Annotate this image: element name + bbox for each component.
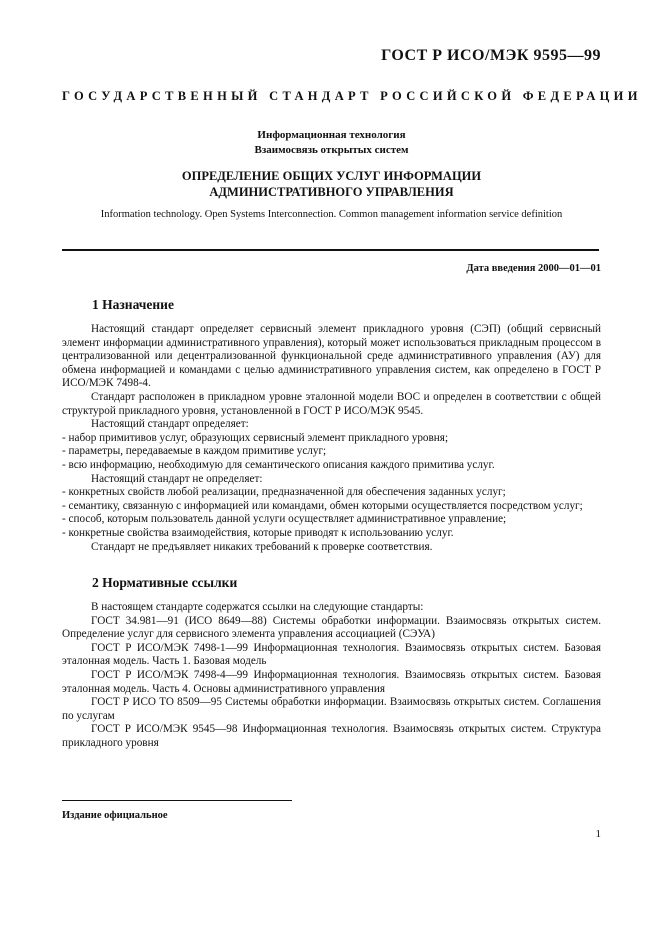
section-2-intro: В настоящем стандарте содержатся ссылки на следующие стандарты:	[91, 601, 424, 613]
document-title-line-2: АДМИНИСТРАТИВНОГО УПРАВЛЕНИЯ	[209, 185, 454, 199]
title-divider	[62, 249, 599, 251]
section-1-body	[62, 323, 601, 554]
section-1-paragraph: Настоящий стандарт определяет:	[91, 418, 249, 431]
document-code: ГОСТ Р ИСО/МЭК 9595—99	[381, 47, 601, 64]
section-1-paragraph: Настоящий стандарт не определяет:	[91, 472, 263, 485]
reference-item: ГОСТ Р ИСО/МЭК 9545—98 Информационная технология. Взаимосвязь открытых систем. Структура прикладного уровня	[62, 723, 601, 749]
subtitle-osi: Взаимосвязь открытых систем	[254, 144, 409, 156]
reference-item: ГОСТ Р ИСО/МЭК 7498-1—99 Информационная технология. Взаимосвязь открытых систем. Базовая эталонная модель. Часть 1. Базовая модель	[62, 641, 601, 668]
page-number: 1	[595, 828, 601, 840]
list-item: - параметры, передаваемые в каждом примитиве услуг;	[62, 445, 327, 458]
section-2-heading: 2 Нормативные ссылки	[92, 575, 238, 590]
state-standard-title: ГОСУДАРСТВЕННЫЙ СТАНДАРТ РОССИЙСКОЙ ФЕДЕРАЦИИ	[62, 89, 642, 103]
list-item: - набор примитивов услуг, образующих сервисный элемент прикладного уровня;	[62, 431, 449, 444]
list-item: - конкретные свойства взаимодействия, которые приводят к использованию услуг.	[62, 526, 454, 539]
list-item: - всю информацию, необходимую для семантического описания каждого примитива услуг.	[62, 458, 495, 471]
reference-item: ГОСТ Р ИСО ТО 8509—95 Системы обработки информации. Взаимосвязь открытых систем. Соглашения по услугам	[62, 696, 601, 722]
list-item: - способ, которым пользователь данной услуги осуществляет административное управление;	[62, 513, 507, 526]
reference-item: ГОСТ Р ИСО/МЭК 7498-4—99 Информационная технология. Взаимосвязь открытых систем. Базовая эталонная модель. Часть 4. Основы административного управления	[62, 668, 601, 695]
section-1-heading: 1 Назначение	[92, 297, 174, 312]
section-1-paragraph: Стандарт расположен в прикладном уровне эталонной модели ВОС и определен в соответствии с общей структурой прикладного уровня, установленной в ГОСТ Р ИСО/МЭК 9545.	[62, 390, 601, 417]
reference-item: ГОСТ 34.981—91 (ИСО 8649—88) Системы обработки информации. Взаимосвязь открытых систем. Определение услуг для сервисного элемента управления ассоциацией (СЭУА)	[62, 614, 601, 641]
footer-divider	[62, 800, 292, 801]
section-2-body	[62, 601, 601, 751]
introduction-date: Дата введения 2000—01—01	[466, 263, 601, 274]
section-1-paragraph: Стандарт не предъявляет никаких требований к проверке соответствия.	[91, 540, 433, 553]
section-1-paragraph: Настоящий стандарт определяет сервисный элемент прикладного уровня (СЭП) (общий сервисный элемент информации административного управления), который может использоваться прикладным процессом в централизованной или децентрализованной функциональной среде административного управления (АУ) для обмена информацией и командами с целью административного управления систем, как определено в ГОСТ Р ИСО/МЭК 7498-4.	[62, 323, 601, 390]
list-item: - конкретных свойств любой реализации, предназначенной для обеспечения заданных услуг;	[62, 486, 506, 499]
subtitle-information-technology: Информационная технология	[257, 129, 406, 141]
list-item: - семантику, связанную с информацией или командами, обмен которыми осуществляется посредством услуг;	[62, 499, 583, 512]
document-title-line-1: ОПРЕДЕЛЕНИЕ ОБЩИХ УСЛУГ ИНФОРМАЦИИ	[181, 169, 482, 183]
english-title: Information technology. Open Systems Interconnection. Common management information service definition	[100, 209, 563, 220]
official-edition-label: Издание официальное	[62, 810, 168, 821]
